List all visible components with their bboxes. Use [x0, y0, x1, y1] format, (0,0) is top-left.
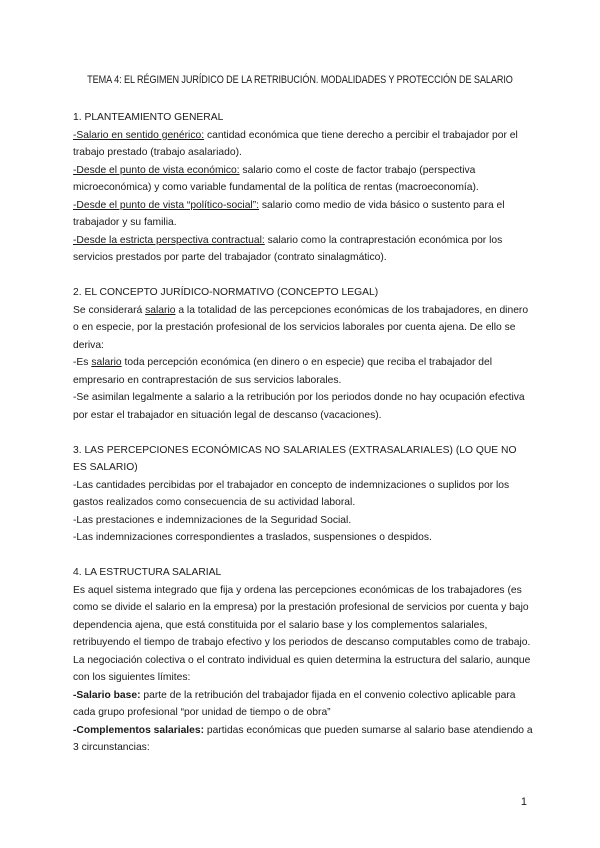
page-number: 1 — [520, 796, 527, 808]
document-title: TEMA 4: EL RÉGIMEN JURÍDICO DE LA RETRIBUCIÓN. MODALIDADES Y PROTECCIÓN DE SALARIO — [87, 74, 513, 86]
term-underlined: salario — [145, 304, 176, 316]
paragraph: -Desde la estricta perspectiva contractual: salario como la contraprestación económica por los servicios prestados por parte del trabajador (contrato sinalagmático). — [73, 234, 503, 263]
document-body — [73, 109, 533, 757]
paragraph: Se considerará salario a la totalidad de las percepciones económicas de los trabajadores, en dinero o en especie, por la prestación profesional de los servicios laborales por cuenta ajena. De ello se deriva: — [73, 304, 529, 351]
paragraph: -Se asimilan legalmente a salario a la retribución por los periodos donde no hay ocupación efectiva por estar el trabajador en situación legal de descanso (vacaciones). — [73, 392, 525, 421]
paragraph: -Es salario toda percepción económica (en dinero o en especie) que reciba el trabajador del empresario en contraprestación de sus servicios laborales. — [73, 357, 493, 386]
paragraph: Es aquel sistema integrado que fija y ordena las percepciones económicas de los trabajadores (es como se divide el salario en la empresa) por la prestación profesional de servicios por cuenta y bajo dependencia ajena, que está constituida por el salario base y los complementos salariales, retribuyendo el tiempo de trabajo efectivo y los periodos de descanso computables como de trabajo. La negociación colectiva o el contrato individual es quien determina la estructura del salario, aunque con los siguientes límites: — [73, 584, 531, 683]
section-1-heading: 1. PLANTEAMIENTO GENERAL — [73, 112, 224, 123]
section-2-heading: 2. EL CONCEPTO JURÍDICO-NORMATIVO (CONCEPTO LEGAL) — [73, 287, 379, 298]
term-label: -Salario en sentido genérico: — [73, 129, 205, 141]
paragraph: -Las prestaciones e indemnizaciones de la Seguridad Social. — [73, 514, 352, 526]
paragraph: -Las indemnizaciones correspondientes a traslados, suspensiones o despidos. — [73, 532, 432, 543]
term-label: -Desde el punto de vista “político-social”: — [73, 199, 260, 211]
term-label: -Desde el punto de vista económico: — [73, 164, 240, 176]
paragraph: -Las cantidades percibidas por el trabajador en concepto de indemnizaciones o suplidos por los gastos realizados como consecuencia de su actividad laboral. — [73, 479, 510, 508]
term-bold: -Complementos salariales: — [73, 724, 205, 736]
paragraph: -Salario en sentido genérico: cantidad económica que tiene derecho a percibir el trabajador por el trabajo prestado (trabajo asalariado). — [73, 129, 518, 158]
section-4-heading: 4. LA ESTRUCTURA SALARIAL — [73, 567, 222, 578]
term-underlined: salario — [91, 357, 122, 368]
term-label: -Desde la estricta perspectiva contractual: — [73, 234, 265, 246]
section-3-heading: 3. LAS PERCEPCIONES ECONÓMICAS NO SALARIALES (EXTRASALARIALES) (LO QUE NO ES SALARIO) — [73, 444, 517, 473]
paragraph: -Desde el punto de vista económico: salario como el coste de factor trabajo (perspectiva microeconómica) y como variable fundamental de la política de rentas (macroeconomía). — [73, 164, 479, 193]
paragraph: -Complementos salariales: partidas económicas que pueden sumarse al salario base atendiendo a 3 circunstancias: — [73, 724, 533, 753]
paragraph: -Salario base: parte de la retribución del trabajador fijada en el convenio colectivo aplicable para cada grupo profesional “por unidad de tiempo o de obra” — [73, 689, 516, 718]
term-bold: -Salario base: — [73, 689, 141, 701]
paragraph: -Desde el punto de vista “político-social”: salario como medio de vida básico o sustento para el trabajador y su familia. — [73, 199, 505, 228]
